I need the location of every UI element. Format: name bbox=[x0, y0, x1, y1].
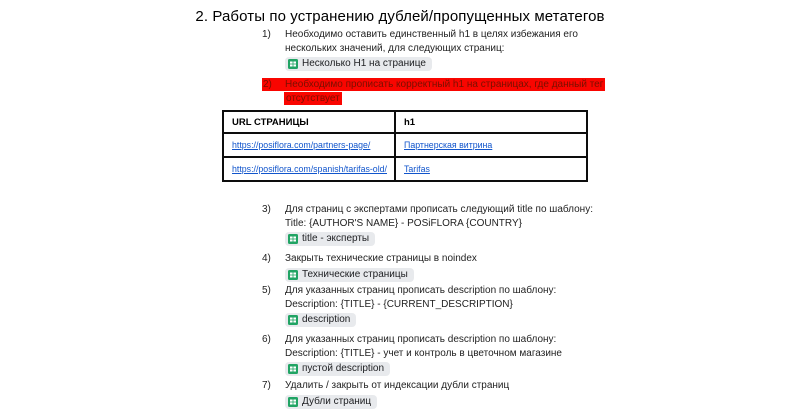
chip-label: Несколько H1 на странице bbox=[302, 58, 426, 69]
list-number: 4) bbox=[262, 253, 271, 264]
table-link-h1-2[interactable]: Tarifas bbox=[404, 164, 430, 174]
list-item-3 bbox=[262, 203, 593, 249]
table-header-url: URL СТРАНИЦЫ bbox=[223, 111, 395, 133]
table-link-url-2[interactable]: https://posiflora.com/spanish/tarifas-old/ bbox=[232, 164, 387, 174]
table-header-h1: h1 bbox=[395, 111, 587, 133]
chip-title-experts[interactable] bbox=[285, 232, 375, 246]
list-number: 1) bbox=[262, 29, 271, 40]
google-sheets-icon bbox=[288, 397, 298, 407]
list-item-text: Удалить / закрыть от индексации дубли страниц bbox=[285, 380, 510, 391]
list-item-4 bbox=[262, 252, 477, 284]
list-item-text: Необходимо прописать корректный h1 на страницах, где данный тег bbox=[285, 79, 604, 90]
google-sheets-icon bbox=[288, 59, 298, 69]
table-link-h1-1[interactable]: Партнерская витрина bbox=[404, 140, 493, 150]
list-item-5 bbox=[262, 284, 556, 330]
list-item-6 bbox=[262, 333, 562, 379]
list-number: 2) bbox=[263, 79, 272, 90]
list-item-text: Description: {TITLE} - учет и контроль в цветочном магазине bbox=[285, 347, 562, 359]
highlighted-text-line bbox=[284, 92, 342, 105]
list-item-text: Закрыть технические страницы в noindex bbox=[285, 253, 477, 264]
chip-label: Технические страницы bbox=[302, 268, 408, 280]
table-row bbox=[223, 157, 587, 181]
google-sheets-icon bbox=[288, 270, 298, 280]
chip-label: Дубли страниц bbox=[302, 395, 372, 407]
chip-empty-description[interactable] bbox=[285, 362, 390, 376]
chip-description[interactable] bbox=[285, 313, 356, 327]
list-item-2-highlighted bbox=[262, 78, 605, 105]
list-number: 7) bbox=[262, 380, 271, 391]
list-item-1 bbox=[262, 28, 578, 74]
chip-multiple-h1[interactable] bbox=[285, 57, 432, 71]
list-item-text: Для указанных страниц прописать description по шаблону: bbox=[285, 285, 557, 296]
table-header-row bbox=[223, 111, 587, 133]
chip-technical-pages[interactable] bbox=[285, 268, 414, 282]
chip-label: description bbox=[302, 314, 351, 325]
list-item-text: Необходимо оставить единственный h1 в целях избежания его bbox=[285, 29, 578, 40]
list-item-text: Description: {TITLE} - {CURRENT_DESCRIPTION} bbox=[285, 298, 513, 310]
url-h1-table bbox=[222, 110, 588, 182]
table-row bbox=[223, 133, 587, 157]
google-sheets-icon bbox=[288, 315, 298, 325]
google-sheets-icon bbox=[288, 234, 298, 244]
list-item-text: отсутствует bbox=[286, 93, 340, 104]
page-title: 2. Работы по устранению дублей/пропущенных метатегов bbox=[195, 8, 605, 25]
list-number: 5) bbox=[262, 285, 271, 296]
google-sheets-icon bbox=[288, 364, 298, 374]
chip-label: title - эксперты bbox=[302, 233, 370, 244]
list-number: 6) bbox=[262, 334, 271, 345]
highlighted-text-line bbox=[262, 78, 605, 91]
table-link-url-1[interactable]: https://posiflora.com/partners-page/ bbox=[232, 140, 371, 150]
list-item-text: нескольких значений, для следующих страниц: bbox=[285, 42, 505, 54]
list-item-text: Для указанных страниц прописать description по шаблону: bbox=[285, 334, 557, 345]
list-item-7 bbox=[262, 379, 509, 411]
chip-page-duplicates[interactable] bbox=[285, 395, 377, 409]
list-item-text: Title: {AUTHOR'S NAME} - POSiFLORA {COUNTRY} bbox=[285, 217, 522, 229]
list-item-text: Для страниц с экспертами прописать следующий title по шаблону: bbox=[285, 204, 593, 215]
chip-label: пустой description bbox=[302, 363, 385, 374]
list-number: 3) bbox=[262, 204, 271, 215]
